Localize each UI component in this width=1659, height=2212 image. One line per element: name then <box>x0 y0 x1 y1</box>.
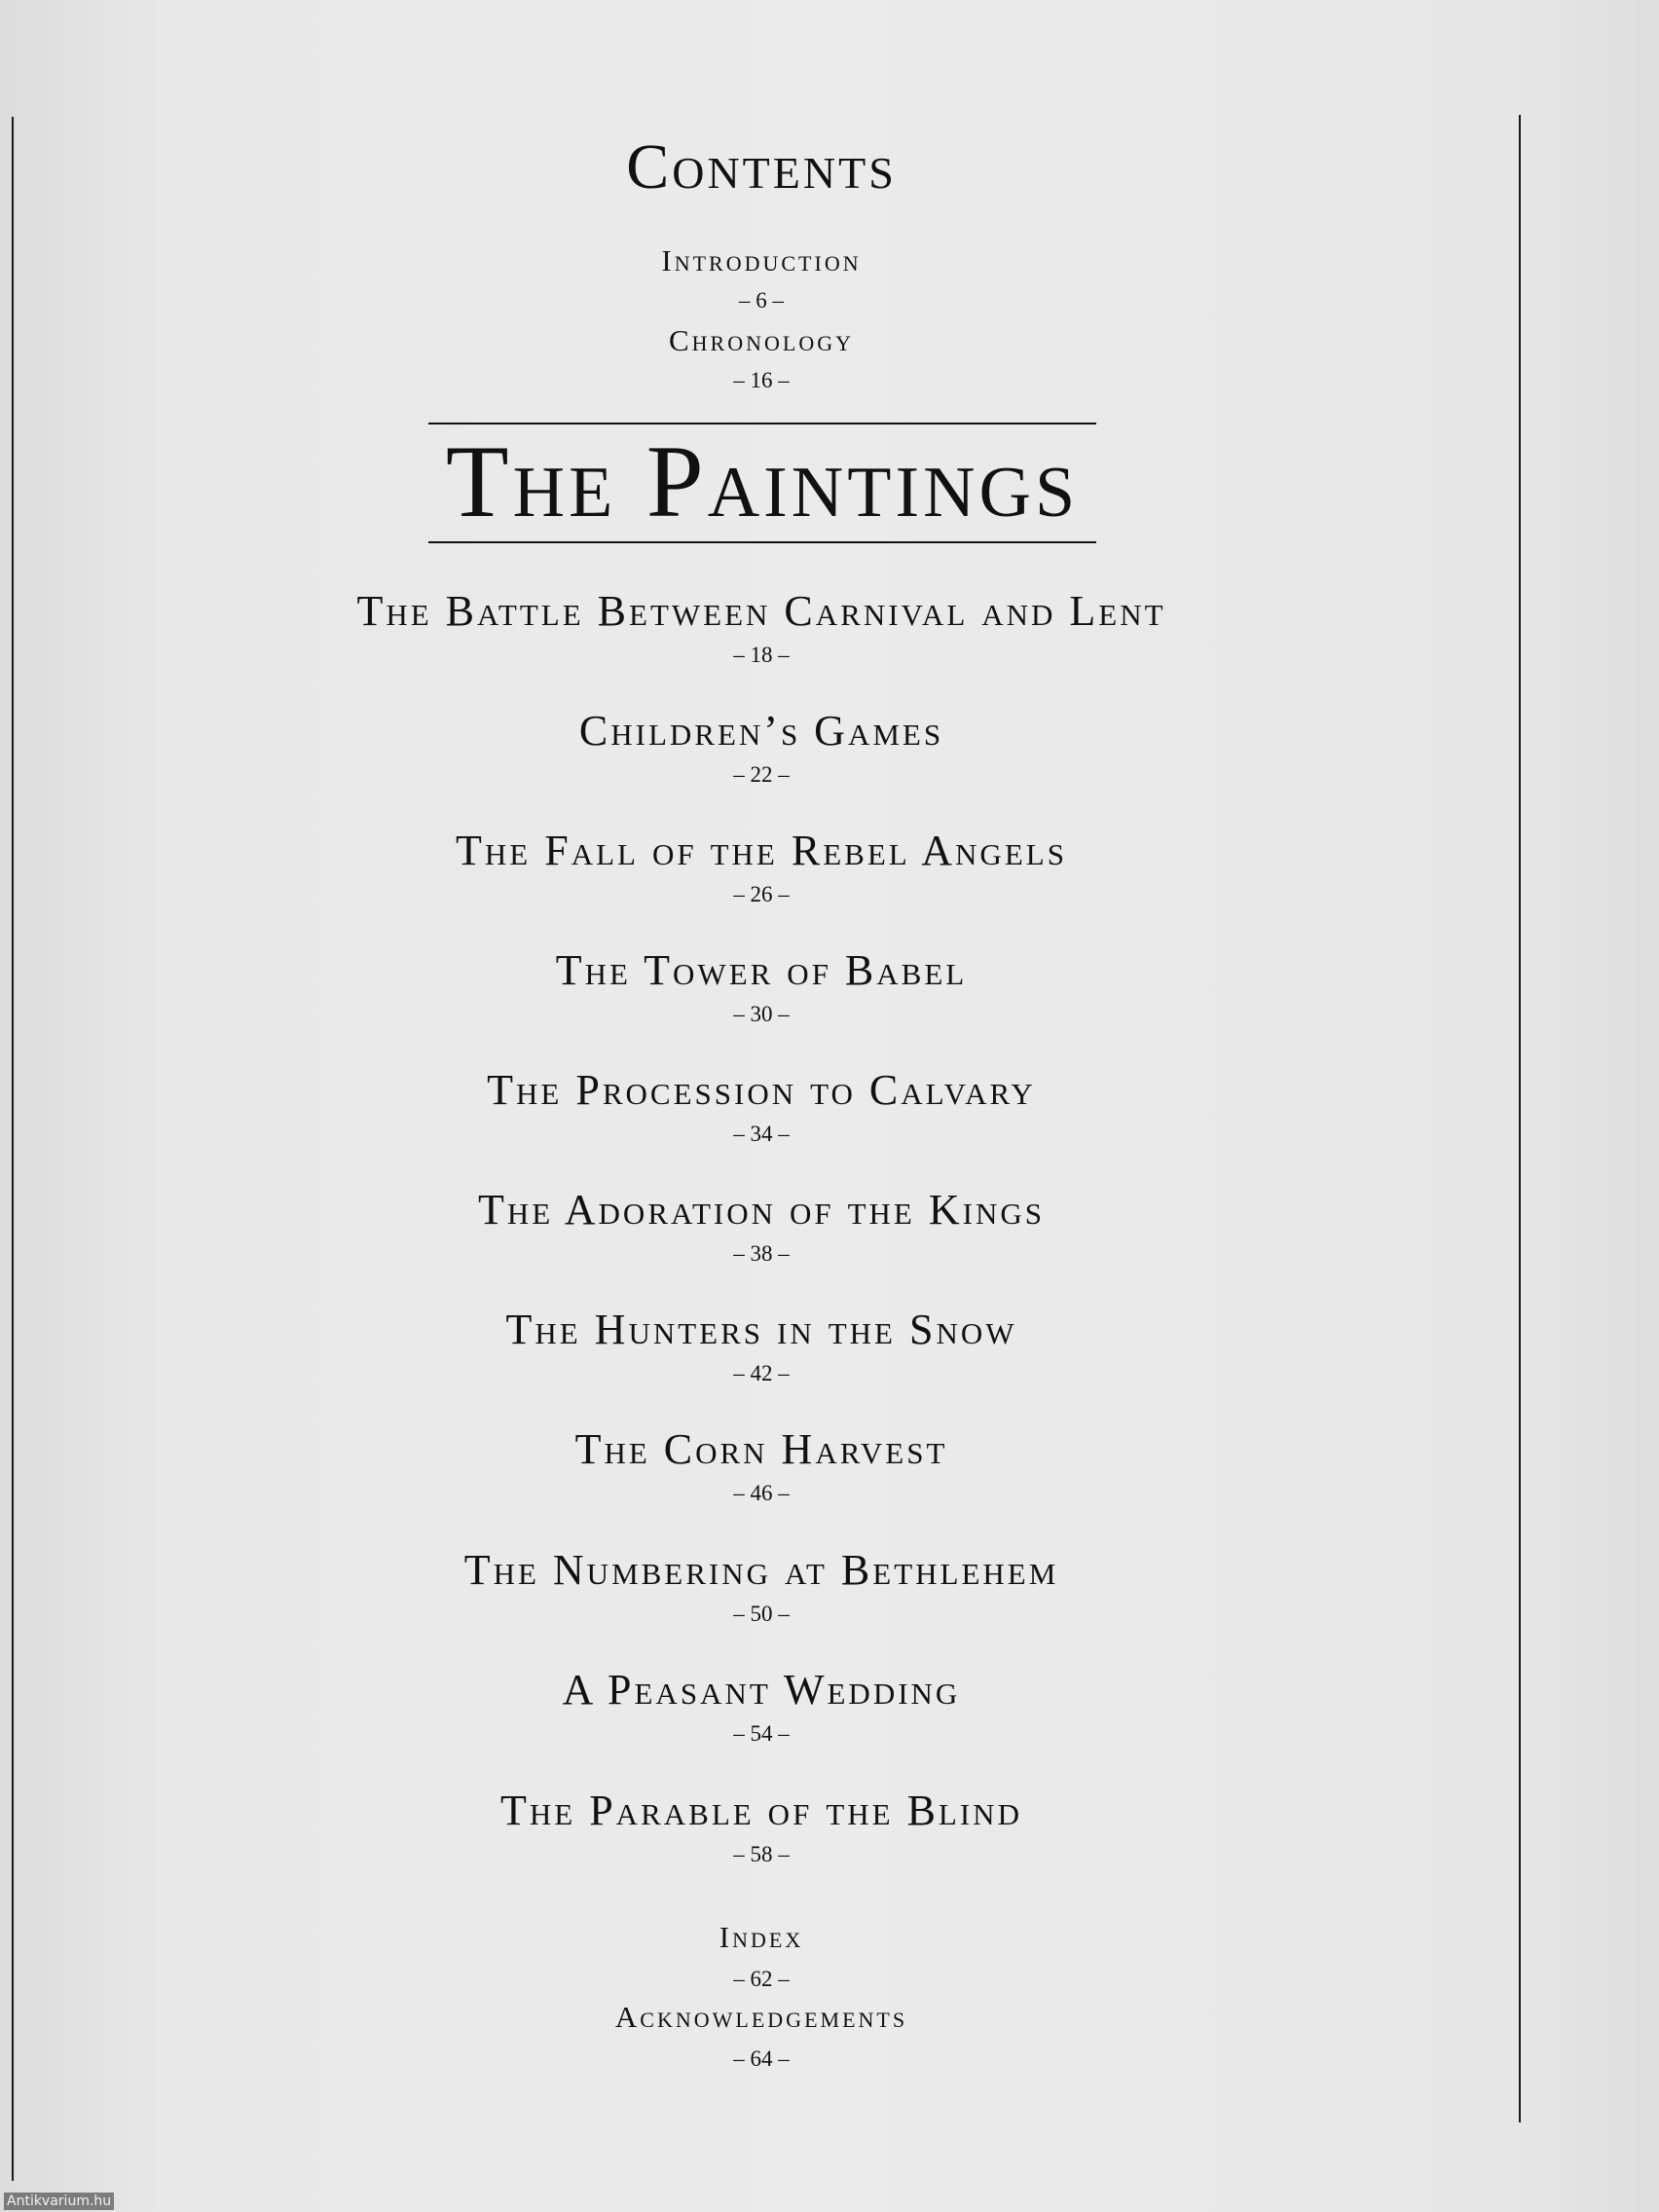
toc-entry-title: A Peasant Wedding <box>562 1666 961 1714</box>
toc-chronology-page: – 16 – <box>733 368 790 392</box>
toc-entry <box>0 1545 1523 1629</box>
toc-entry-page: – 42 – <box>733 1361 790 1385</box>
toc-index-page: – 62 – <box>733 1967 790 1991</box>
section-title-frame <box>428 423 1096 543</box>
toc-acknowledgements-label: Acknowledgements <box>614 2000 908 2034</box>
toc-index-label: Index <box>719 1920 804 1954</box>
toc-entry-title: The Battle Between Carnival and Lent <box>356 587 1166 635</box>
toc-entry-title: The Corn Harvest <box>574 1425 948 1473</box>
toc-entry-title: The Hunters in the Snow <box>505 1306 1017 1353</box>
toc-introduction-page: – 6 – <box>739 288 784 313</box>
toc-entry <box>0 1665 1523 1749</box>
toc-entry-page: – 50 – <box>733 1602 790 1626</box>
toc-entry-page: – 58 – <box>733 1842 790 1866</box>
toc-entry <box>0 706 1523 790</box>
contents-heading: Contents <box>626 131 897 203</box>
toc-entry-page: – 34 – <box>733 1122 790 1146</box>
toc-entry <box>0 1305 1523 1388</box>
toc-entry-title: The Fall of the Rebel Angels <box>456 827 1067 874</box>
left-margin-rule <box>12 117 14 2181</box>
watermark: Antikvarium.hu <box>4 2193 114 2210</box>
toc-acknowledgements-page: – 64 – <box>733 2046 790 2071</box>
toc-entry-page: – 46 – <box>733 1481 790 1505</box>
section-title: The Paintings <box>445 424 1080 538</box>
toc-entry-page: – 22 – <box>733 762 790 787</box>
toc-entry <box>0 586 1523 670</box>
toc-entry-title: The Tower of Babel <box>555 946 968 994</box>
toc-entry <box>0 1185 1523 1269</box>
toc-entry-page: – 54 – <box>733 1721 790 1746</box>
toc-entry-page: – 18 – <box>733 643 790 667</box>
toc-entry <box>0 1424 1523 1508</box>
toc-entry-title: The Procession to Calvary <box>487 1066 1036 1114</box>
toc-introduction-label: Introduction <box>661 243 862 277</box>
toc-entry-page: – 26 – <box>733 882 790 906</box>
toc-entry <box>0 1065 1523 1149</box>
toc-entry-title: The Parable of the Blind <box>500 1787 1022 1834</box>
toc-entry <box>0 826 1523 909</box>
toc-entry-title: The Adoration of the Kings <box>478 1186 1045 1234</box>
toc-entry-page: – 30 – <box>733 1002 790 1026</box>
toc-chronology-label: Chronology <box>668 323 854 357</box>
toc-entry <box>0 1786 1523 1869</box>
toc-entry-title: The Numbering at Bethlehem <box>463 1546 1059 1594</box>
toc-entry-page: – 38 – <box>733 1241 790 1266</box>
toc-entry-title: Children’s Games <box>578 707 944 755</box>
toc-entry <box>0 945 1523 1029</box>
